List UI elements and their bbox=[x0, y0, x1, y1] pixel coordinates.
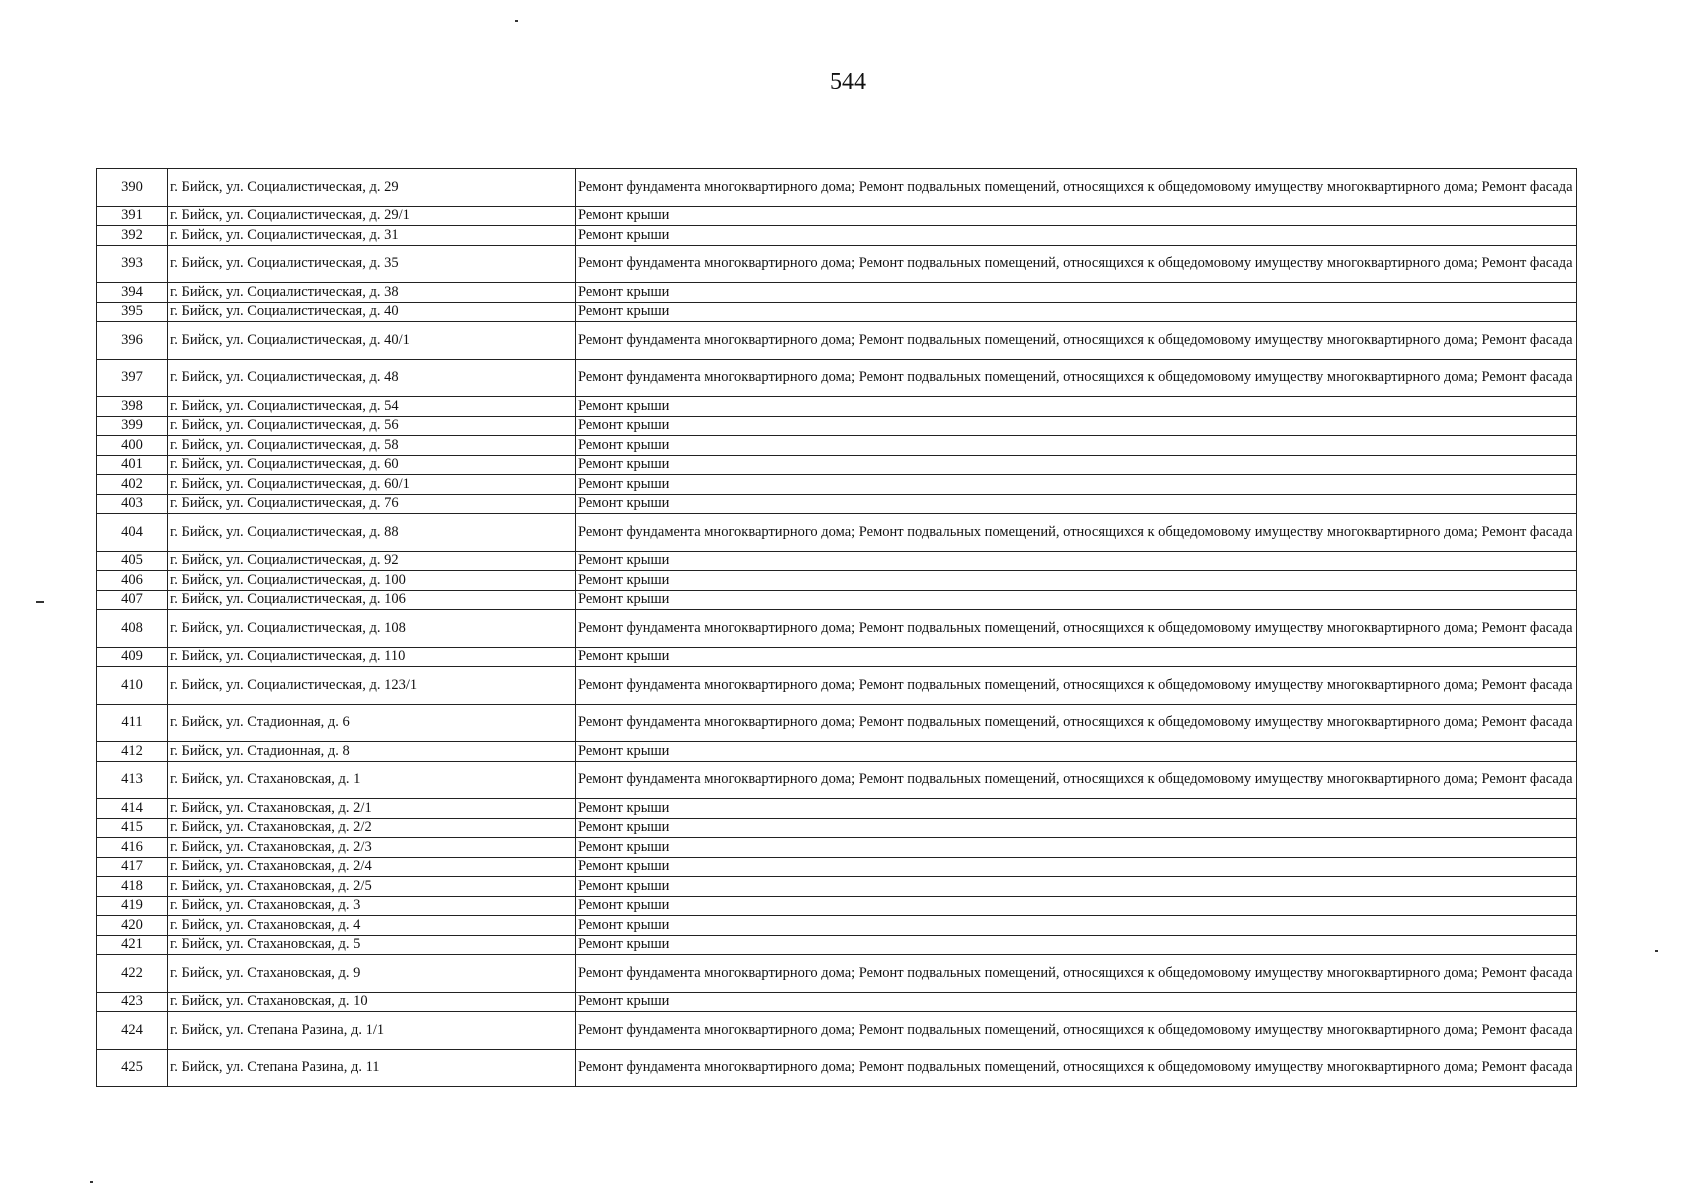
table-row bbox=[97, 761, 1577, 799]
address-cell: г. Бийск, ул. Социалистическая, д. 40 bbox=[168, 302, 576, 322]
work-type-cell: Ремонт крыши bbox=[576, 916, 1577, 936]
row-number-cell: 394 bbox=[97, 283, 168, 303]
work-type-cell: Ремонт фундамента многоквартирного дома; Ремонт подвальных помещений, относящихся к общедомовому имуществу многоквартирного дома; Ремонт фасада bbox=[576, 359, 1577, 397]
work-type-cell: Ремонт крыши bbox=[576, 494, 1577, 514]
table-row bbox=[97, 359, 1577, 397]
work-type-cell: Ремонт крыши bbox=[576, 896, 1577, 916]
address-cell: г. Бийск, ул. Социалистическая, д. 110 bbox=[168, 647, 576, 667]
address-cell: г. Бийск, ул. Социалистическая, д. 35 bbox=[168, 245, 576, 283]
row-number-cell: 410 bbox=[97, 667, 168, 705]
address-cell: г. Бийск, ул. Социалистическая, д. 29/1 bbox=[168, 206, 576, 226]
row-number-cell: 416 bbox=[97, 838, 168, 858]
table-row bbox=[97, 799, 1577, 819]
work-type-cell: Ремонт крыши bbox=[576, 818, 1577, 838]
row-number-cell: 390 bbox=[97, 169, 168, 207]
address-cell: г. Бийск, ул. Социалистическая, д. 88 bbox=[168, 514, 576, 552]
address-cell: г. Бийск, ул. Социалистическая, д. 48 bbox=[168, 359, 576, 397]
row-number-cell: 423 bbox=[97, 992, 168, 1012]
address-cell: г. Бийск, ул. Социалистическая, д. 29 bbox=[168, 169, 576, 207]
work-type-cell: Ремонт фундамента многоквартирного дома; Ремонт подвальных помещений, относящихся к общедомовому имуществу многоквартирного дома; Ремонт фасада bbox=[576, 955, 1577, 993]
address-cell: г. Бийск, ул. Социалистическая, д. 123/1 bbox=[168, 667, 576, 705]
table-row bbox=[97, 169, 1577, 207]
row-number-cell: 420 bbox=[97, 916, 168, 936]
address-cell: г. Бийск, ул. Социалистическая, д. 76 bbox=[168, 494, 576, 514]
work-type-cell: Ремонт крыши bbox=[576, 397, 1577, 417]
row-number-cell: 409 bbox=[97, 647, 168, 667]
table-row bbox=[97, 916, 1577, 936]
address-cell: г. Бийск, ул. Стадионная, д. 8 bbox=[168, 742, 576, 762]
address-cell: г. Бийск, ул. Стахановская, д. 1 bbox=[168, 761, 576, 799]
address-cell: г. Бийск, ул. Стахановская, д. 2/4 bbox=[168, 857, 576, 877]
address-cell: г. Бийск, ул. Стахановская, д. 2/1 bbox=[168, 799, 576, 819]
table-row bbox=[97, 514, 1577, 552]
address-cell: г. Бийск, ул. Стахановская, д. 5 bbox=[168, 935, 576, 955]
row-number-cell: 398 bbox=[97, 397, 168, 417]
row-number-cell: 413 bbox=[97, 761, 168, 799]
address-cell: г. Бийск, ул. Социалистическая, д. 106 bbox=[168, 590, 576, 610]
work-type-cell: Ремонт крыши bbox=[576, 226, 1577, 246]
work-type-cell: Ремонт фундамента многоквартирного дома; Ремонт подвальных помещений, относящихся к общедомовому имуществу многоквартирного дома; Ремонт фасада bbox=[576, 704, 1577, 742]
work-type-cell: Ремонт фундамента многоквартирного дома; Ремонт подвальных помещений, относящихся к общедомовому имуществу многоквартирного дома; Ремонт фасада bbox=[576, 610, 1577, 648]
work-type-cell: Ремонт крыши bbox=[576, 436, 1577, 456]
table-row bbox=[97, 571, 1577, 591]
row-number-cell: 391 bbox=[97, 206, 168, 226]
work-type-cell: Ремонт крыши bbox=[576, 742, 1577, 762]
address-cell: г. Бийск, ул. Стадионная, д. 6 bbox=[168, 704, 576, 742]
row-number-cell: 401 bbox=[97, 455, 168, 475]
work-type-cell: Ремонт крыши bbox=[576, 455, 1577, 475]
address-cell: г. Бийск, ул. Социалистическая, д. 60 bbox=[168, 455, 576, 475]
table-row bbox=[97, 322, 1577, 360]
table-row bbox=[97, 877, 1577, 897]
table-row bbox=[97, 494, 1577, 514]
work-type-cell: Ремонт фундамента многоквартирного дома; Ремонт подвальных помещений, относящихся к общедомовому имуществу многоквартирного дома; Ремонт фасада bbox=[576, 245, 1577, 283]
address-cell: г. Бийск, ул. Стахановская, д. 10 bbox=[168, 992, 576, 1012]
table-row bbox=[97, 590, 1577, 610]
address-cell: г. Бийск, ул. Социалистическая, д. 38 bbox=[168, 283, 576, 303]
table-row bbox=[97, 857, 1577, 877]
address-cell: г. Бийск, ул. Социалистическая, д. 92 bbox=[168, 551, 576, 571]
scan-speck bbox=[1655, 950, 1658, 952]
table-row bbox=[97, 992, 1577, 1012]
row-number-cell: 425 bbox=[97, 1049, 168, 1087]
table-row bbox=[97, 226, 1577, 246]
row-number-cell: 417 bbox=[97, 857, 168, 877]
scan-speck bbox=[36, 601, 44, 603]
row-number-cell: 424 bbox=[97, 1012, 168, 1050]
address-cell: г. Бийск, ул. Стахановская, д. 4 bbox=[168, 916, 576, 936]
table-row bbox=[97, 436, 1577, 456]
work-type-cell: Ремонт фундамента многоквартирного дома; Ремонт подвальных помещений, относящихся к общедомовому имуществу многоквартирного дома; Ремонт фасада bbox=[576, 667, 1577, 705]
row-number-cell: 396 bbox=[97, 322, 168, 360]
work-type-cell: Ремонт крыши bbox=[576, 302, 1577, 322]
address-cell: г. Бийск, ул. Социалистическая, д. 58 bbox=[168, 436, 576, 456]
table-row bbox=[97, 838, 1577, 858]
row-number-cell: 419 bbox=[97, 896, 168, 916]
work-type-cell: Ремонт крыши bbox=[576, 571, 1577, 591]
address-cell: г. Бийск, ул. Социалистическая, д. 100 bbox=[168, 571, 576, 591]
table-row bbox=[97, 647, 1577, 667]
table-row bbox=[97, 704, 1577, 742]
table-row bbox=[97, 667, 1577, 705]
row-number-cell: 393 bbox=[97, 245, 168, 283]
work-type-cell: Ремонт крыши bbox=[576, 416, 1577, 436]
table-row bbox=[97, 455, 1577, 475]
work-type-cell: Ремонт фундамента многоквартирного дома; Ремонт подвальных помещений, относящихся к общедомовому имуществу многоквартирного дома; Ремонт фасада bbox=[576, 322, 1577, 360]
work-type-cell: Ремонт крыши bbox=[576, 647, 1577, 667]
work-type-cell: Ремонт крыши bbox=[576, 935, 1577, 955]
work-type-cell: Ремонт фундамента многоквартирного дома; Ремонт подвальных помещений, относящихся к общедомовому имуществу многоквартирного дома; Ремонт фасада bbox=[576, 1012, 1577, 1050]
work-type-cell: Ремонт крыши bbox=[576, 992, 1577, 1012]
work-type-cell: Ремонт фундамента многоквартирного дома; Ремонт подвальных помещений, относящихся к общедомовому имуществу многоквартирного дома; Ремонт фасада bbox=[576, 169, 1577, 207]
work-type-cell: Ремонт крыши bbox=[576, 206, 1577, 226]
row-number-cell: 400 bbox=[97, 436, 168, 456]
address-cell: г. Бийск, ул. Социалистическая, д. 56 bbox=[168, 416, 576, 436]
address-cell: г. Бийск, ул. Степана Разина, д. 11 bbox=[168, 1049, 576, 1087]
address-cell: г. Бийск, ул. Степана Разина, д. 1/1 bbox=[168, 1012, 576, 1050]
address-cell: г. Бийск, ул. Социалистическая, д. 31 bbox=[168, 226, 576, 246]
work-type-cell: Ремонт крыши bbox=[576, 877, 1577, 897]
table-row bbox=[97, 818, 1577, 838]
table-row bbox=[97, 302, 1577, 322]
row-number-cell: 405 bbox=[97, 551, 168, 571]
table-row bbox=[97, 283, 1577, 303]
work-type-cell: Ремонт крыши bbox=[576, 475, 1577, 495]
row-number-cell: 402 bbox=[97, 475, 168, 495]
row-number-cell: 411 bbox=[97, 704, 168, 742]
scan-speck bbox=[90, 1181, 93, 1183]
row-number-cell: 422 bbox=[97, 955, 168, 993]
row-number-cell: 399 bbox=[97, 416, 168, 436]
repair-registry-table bbox=[96, 168, 1577, 1087]
address-cell: г. Бийск, ул. Социалистическая, д. 54 bbox=[168, 397, 576, 417]
work-type-cell: Ремонт фундамента многоквартирного дома; Ремонт подвальных помещений, относящихся к общедомовому имуществу многоквартирного дома; Ремонт фасада bbox=[576, 1049, 1577, 1087]
row-number-cell: 404 bbox=[97, 514, 168, 552]
table-row bbox=[97, 475, 1577, 495]
work-type-cell: Ремонт крыши bbox=[576, 551, 1577, 571]
table-row bbox=[97, 955, 1577, 993]
table-row bbox=[97, 1012, 1577, 1050]
address-cell: г. Бийск, ул. Социалистическая, д. 60/1 bbox=[168, 475, 576, 495]
row-number-cell: 395 bbox=[97, 302, 168, 322]
work-type-cell: Ремонт крыши bbox=[576, 857, 1577, 877]
table-row bbox=[97, 935, 1577, 955]
row-number-cell: 406 bbox=[97, 571, 168, 591]
work-type-cell: Ремонт крыши bbox=[576, 590, 1577, 610]
row-number-cell: 414 bbox=[97, 799, 168, 819]
address-cell: г. Бийск, ул. Стахановская, д. 2/2 bbox=[168, 818, 576, 838]
row-number-cell: 418 bbox=[97, 877, 168, 897]
table-row bbox=[97, 245, 1577, 283]
row-number-cell: 415 bbox=[97, 818, 168, 838]
work-type-cell: Ремонт фундамента многоквартирного дома; Ремонт подвальных помещений, относящихся к общедомовому имуществу многоквартирного дома; Ремонт фасада bbox=[576, 514, 1577, 552]
table-row bbox=[97, 206, 1577, 226]
table-row bbox=[97, 551, 1577, 571]
table-row bbox=[97, 397, 1577, 417]
address-cell: г. Бийск, ул. Стахановская, д. 2/5 bbox=[168, 877, 576, 897]
row-number-cell: 397 bbox=[97, 359, 168, 397]
row-number-cell: 403 bbox=[97, 494, 168, 514]
scan-speck bbox=[515, 20, 518, 22]
work-type-cell: Ремонт крыши bbox=[576, 283, 1577, 303]
table-row bbox=[97, 416, 1577, 436]
work-type-cell: Ремонт крыши bbox=[576, 838, 1577, 858]
work-type-cell: Ремонт крыши bbox=[576, 799, 1577, 819]
table-row bbox=[97, 896, 1577, 916]
row-number-cell: 412 bbox=[97, 742, 168, 762]
row-number-cell: 421 bbox=[97, 935, 168, 955]
row-number-cell: 407 bbox=[97, 590, 168, 610]
address-cell: г. Бийск, ул. Стахановская, д. 2/3 bbox=[168, 838, 576, 858]
row-number-cell: 408 bbox=[97, 610, 168, 648]
row-number-cell: 392 bbox=[97, 226, 168, 246]
table-row bbox=[97, 1049, 1577, 1087]
table-row bbox=[97, 610, 1577, 648]
work-type-cell: Ремонт фундамента многоквартирного дома; Ремонт подвальных помещений, относящихся к общедомовому имуществу многоквартирного дома; Ремонт фасада bbox=[576, 761, 1577, 799]
page-number: 544 bbox=[830, 69, 866, 95]
table-row bbox=[97, 742, 1577, 762]
address-cell: г. Бийск, ул. Стахановская, д. 3 bbox=[168, 896, 576, 916]
address-cell: г. Бийск, ул. Социалистическая, д. 40/1 bbox=[168, 322, 576, 360]
address-cell: г. Бийск, ул. Стахановская, д. 9 bbox=[168, 955, 576, 993]
address-cell: г. Бийск, ул. Социалистическая, д. 108 bbox=[168, 610, 576, 648]
registry-body bbox=[97, 169, 1577, 1087]
